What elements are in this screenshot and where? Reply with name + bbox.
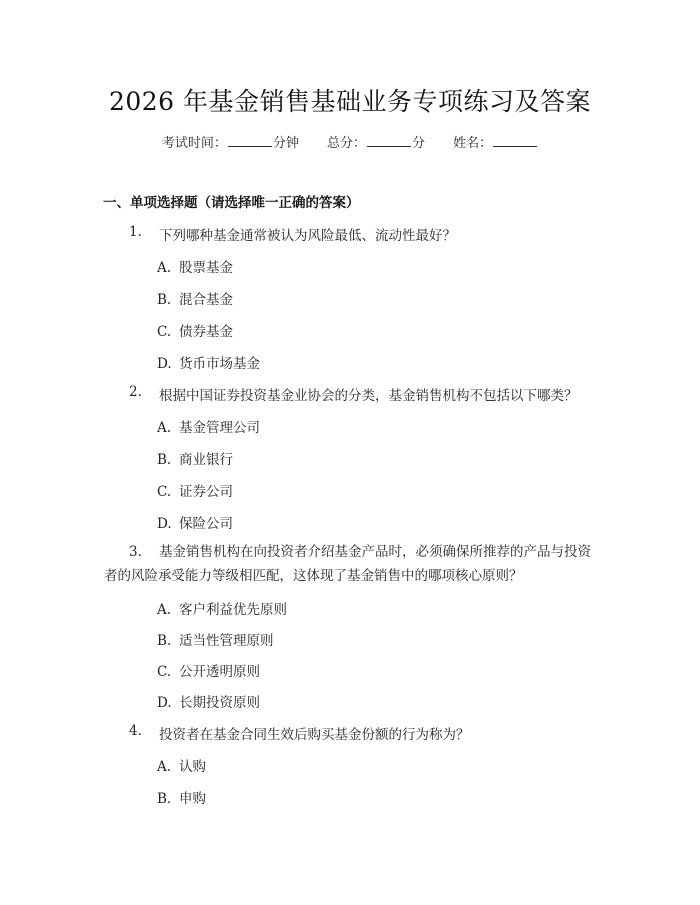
time-unit: 分钟 bbox=[272, 136, 299, 151]
option bbox=[157, 448, 233, 468]
option-letter: C. bbox=[157, 484, 172, 500]
option-text: 股票基金 bbox=[179, 260, 233, 276]
option-letter: A. bbox=[157, 759, 172, 775]
name-blank bbox=[493, 134, 537, 147]
question-text: 投资者在基金合同生效后购买基金份额的行为称为？ bbox=[159, 727, 470, 743]
option-text: 申购 bbox=[179, 791, 206, 807]
section-title: 一、单项选择题（请选择唯一正确的答案） bbox=[103, 195, 360, 211]
option bbox=[157, 256, 233, 276]
option-text: 适当性管理原则 bbox=[179, 633, 274, 649]
option-letter: D. bbox=[157, 516, 172, 532]
option-text: 商业银行 bbox=[179, 452, 233, 468]
option-text: 公开透明原则 bbox=[179, 664, 260, 680]
option-text: 认购 bbox=[179, 759, 206, 775]
option bbox=[157, 512, 233, 532]
question-number: 1. bbox=[129, 224, 142, 240]
option-letter: C. bbox=[157, 324, 172, 340]
option-letter: C. bbox=[157, 664, 172, 680]
score-field bbox=[327, 132, 425, 151]
option bbox=[157, 660, 260, 680]
option bbox=[157, 416, 260, 436]
question-text: 下列哪种基金通常被认为风险最低、流动性最好？ bbox=[159, 228, 456, 244]
option-letter: B. bbox=[157, 452, 172, 468]
question-paragraph bbox=[104, 540, 592, 588]
score-unit: 分 bbox=[412, 136, 426, 151]
time-field bbox=[162, 132, 299, 151]
page-title: 2026 年基金销售基础业务专项练习及答案 bbox=[108, 87, 592, 116]
option-text: 长期投资原则 bbox=[179, 695, 260, 711]
option-text: 基金管理公司 bbox=[179, 420, 260, 436]
option-text: 客户利益优先原则 bbox=[179, 602, 287, 618]
option-letter: D. bbox=[157, 695, 172, 711]
question-text: 基金销售机构在向投资者介绍基金产品时，必须确保所推荐的产品与投资者的风险承受能力等级相匹配，这体现了基金销售中的哪项核心原则？ bbox=[104, 544, 592, 584]
option-letter: B. bbox=[157, 791, 172, 807]
exam-meta bbox=[0, 132, 700, 151]
option-text: 混合基金 bbox=[179, 292, 233, 308]
option bbox=[157, 320, 233, 340]
question-text: 根据中国证券投资基金业协会的分类，基金销售机构不包括以下哪类？ bbox=[159, 388, 578, 404]
question-number: 3. bbox=[129, 544, 142, 560]
option-text: 债券基金 bbox=[179, 324, 233, 340]
option bbox=[157, 787, 206, 807]
option bbox=[157, 755, 206, 775]
question-number: 4. bbox=[129, 723, 142, 739]
option bbox=[157, 691, 260, 711]
time-label: 考试时间： bbox=[161, 136, 227, 151]
score-label: 总分： bbox=[326, 136, 366, 151]
option-text: 保险公司 bbox=[179, 516, 233, 532]
score-blank bbox=[367, 134, 411, 147]
time-blank bbox=[228, 134, 272, 147]
option-letter: A. bbox=[157, 420, 172, 436]
option-text: 货币市场基金 bbox=[179, 356, 260, 372]
name-field bbox=[453, 132, 538, 151]
option-letter: D. bbox=[157, 356, 172, 372]
option-letter: B. bbox=[157, 633, 172, 649]
option bbox=[157, 352, 260, 372]
option-letter: A. bbox=[157, 260, 172, 276]
option-text: 证券公司 bbox=[179, 484, 233, 500]
name-label: 姓名： bbox=[453, 136, 493, 151]
option bbox=[157, 288, 233, 308]
question-number: 2. bbox=[129, 384, 142, 400]
option bbox=[157, 629, 274, 649]
option bbox=[157, 598, 287, 618]
option-letter: A. bbox=[157, 602, 172, 618]
option bbox=[157, 480, 233, 500]
option-letter: B. bbox=[157, 292, 172, 308]
